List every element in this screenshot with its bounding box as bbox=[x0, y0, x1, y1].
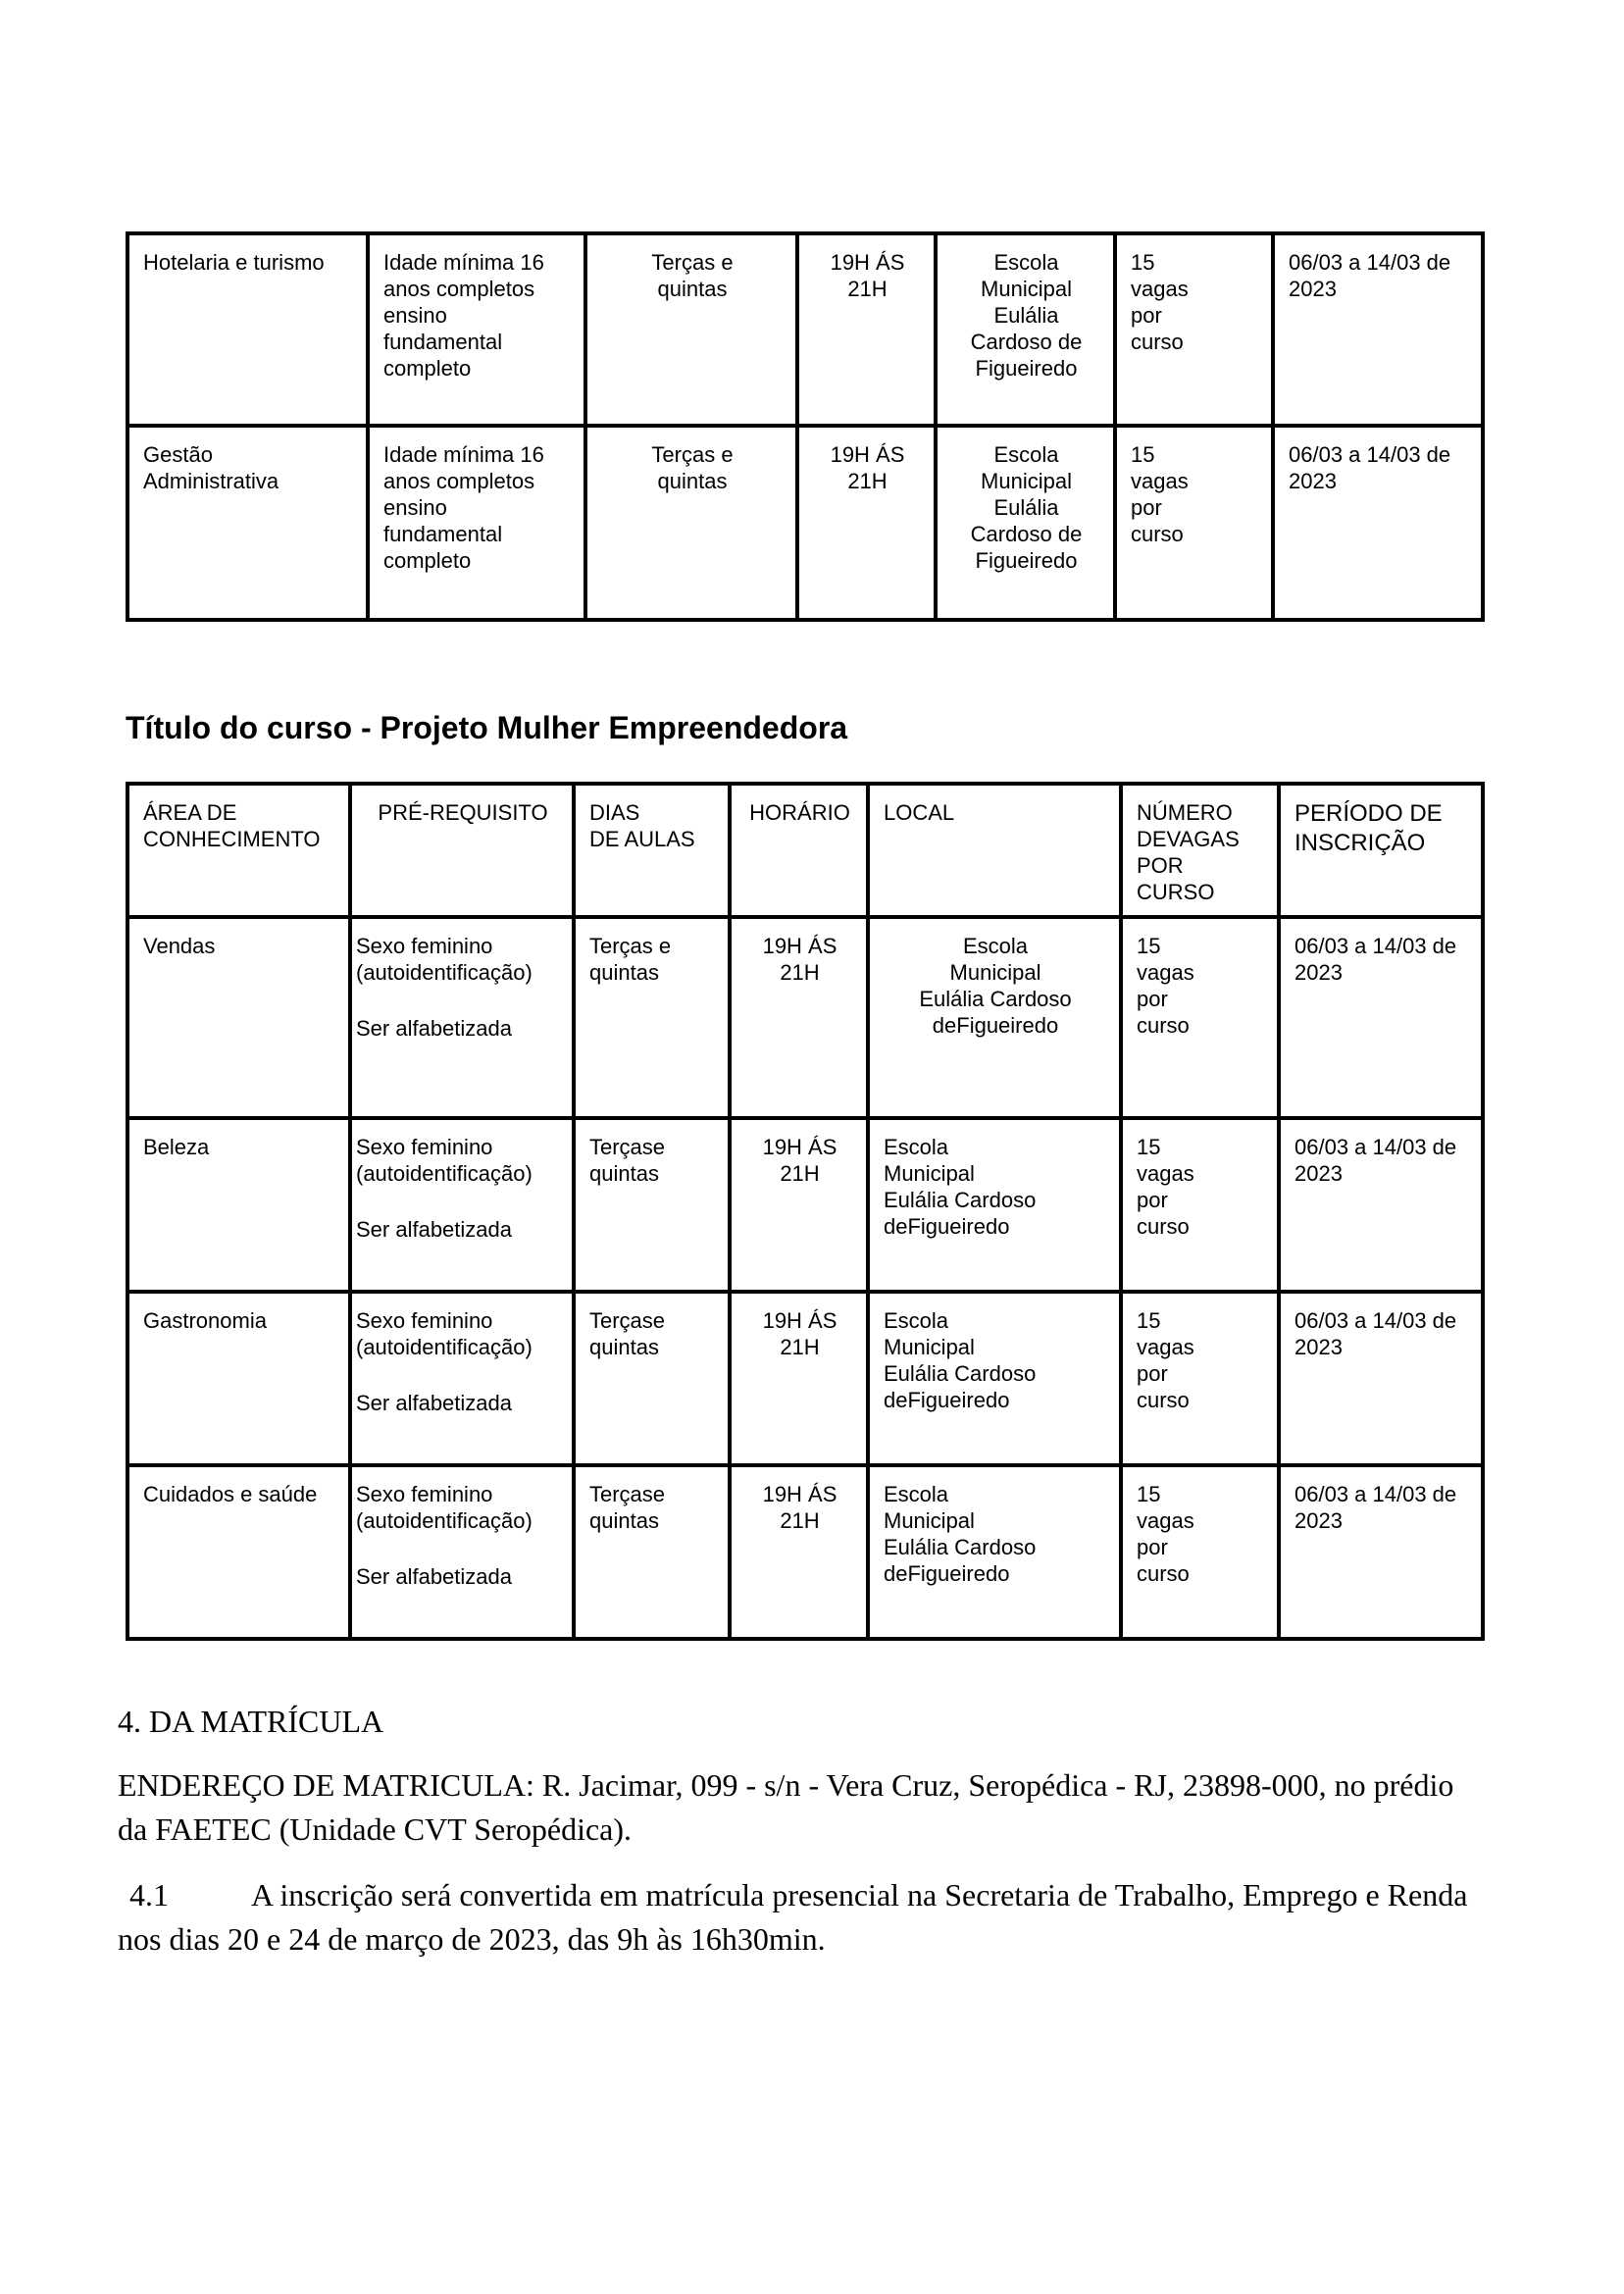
enrollment-item bbox=[118, 1873, 1491, 1962]
enrollment-address: ENDEREÇO DE MATRICULA: R. Jacimar, 099 - s/n - Vera Cruz, Seropédica - RJ, 23898-000, no prédio da FAETEC (Unidade CVT Seropédica). bbox=[118, 1767, 1454, 1847]
prerequisite-literacy: Ser alfabetizada bbox=[356, 1391, 512, 1415]
location-cell: Escola Municipal Eulália Cardoso deFigueiredo bbox=[868, 1118, 1121, 1292]
area-cell: Cuidados e saúde bbox=[127, 1465, 350, 1639]
enrollment-period-cell: 06/03 a 14/03 de 2023 bbox=[1279, 1292, 1483, 1465]
days-cell: Terças e quintas bbox=[585, 233, 797, 426]
enrollment-period-cell: 06/03 a 14/03 de 2023 bbox=[1273, 426, 1483, 620]
enrollment-period-cell: 06/03 a 14/03 de 2023 bbox=[1279, 917, 1483, 1118]
time-cell: 19H ÁS 21H bbox=[730, 1292, 868, 1465]
table-row bbox=[127, 917, 1483, 1118]
prerequisite-gender: Sexo feminino (autoidentificação) bbox=[356, 934, 533, 985]
prerequisite-literacy: Ser alfabetizada bbox=[356, 1564, 512, 1589]
enrollment-period-cell: 06/03 a 14/03 de 2023 bbox=[1273, 233, 1483, 426]
header-enrollment-period: PERÍODO DE INSCRIÇÃO bbox=[1279, 784, 1483, 917]
area-cell: Beleza bbox=[127, 1118, 350, 1292]
enrollment-period-cell: 06/03 a 14/03 de 2023 bbox=[1279, 1118, 1483, 1292]
table-header-row bbox=[127, 784, 1483, 917]
vacancies-cell: 15 vagas por curso bbox=[1115, 426, 1273, 620]
prerequisite-cell bbox=[350, 1465, 574, 1639]
prerequisite-cell bbox=[350, 917, 574, 1118]
days-cell: Terçase quintas bbox=[574, 1292, 730, 1465]
location-cell: Escola Municipal Eulália Cardoso deFigueiredo bbox=[868, 1465, 1121, 1639]
vacancies-cell: 15 vagas por curso bbox=[1115, 233, 1273, 426]
vacancies-cell: 15 vagas por curso bbox=[1121, 917, 1279, 1118]
location-cell: Escola Municipal Eulália Cardoso deFigueiredo bbox=[868, 1292, 1121, 1465]
area-cell: Vendas bbox=[127, 917, 350, 1118]
time-cell: 19H ÁS 21H bbox=[730, 1118, 868, 1292]
vacancies-cell: 15 vagas por curso bbox=[1121, 1118, 1279, 1292]
table-row bbox=[127, 1118, 1483, 1292]
prerequisite-gender: Sexo feminino (autoidentificação) bbox=[356, 1135, 533, 1186]
location-cell: Escola Municipal Eulália Cardoso de Figueiredo bbox=[936, 426, 1115, 620]
table-row bbox=[127, 233, 1483, 426]
location-cell: Escola Municipal Eulália Cardoso de Figueiredo bbox=[936, 233, 1115, 426]
days-cell: Terçase quintas bbox=[574, 1465, 730, 1639]
section-heading: 4. DA MATRÍCULA bbox=[118, 1704, 384, 1739]
prerequisite-literacy: Ser alfabetizada bbox=[356, 1016, 512, 1041]
header-location: LOCAL bbox=[868, 784, 1121, 917]
enrollment-period-cell: 06/03 a 14/03 de 2023 bbox=[1279, 1465, 1483, 1639]
table-row bbox=[127, 1292, 1483, 1465]
time-cell: 19H ÁS 21H bbox=[797, 426, 936, 620]
item-number: 4.1 bbox=[129, 1877, 169, 1912]
prerequisite-gender: Sexo feminino (autoidentificação) bbox=[356, 1308, 533, 1359]
header-time: HORÁRIO bbox=[730, 784, 868, 917]
prerequisite-cell bbox=[350, 1292, 574, 1465]
location-cell: Escola Municipal Eulália Cardoso deFigueiredo bbox=[868, 917, 1121, 1118]
days-cell: Terças e quintas bbox=[574, 917, 730, 1118]
area-cell: Gestão Administrativa bbox=[127, 426, 368, 620]
days-cell: Terçase quintas bbox=[574, 1118, 730, 1292]
area-cell: Hotelaria e turismo bbox=[127, 233, 368, 426]
vacancies-cell: 15 vagas por curso bbox=[1121, 1292, 1279, 1465]
table-row bbox=[127, 1465, 1483, 1639]
header-prerequisite: PRÉ-REQUISITO bbox=[350, 784, 574, 917]
prerequisite-literacy: Ser alfabetizada bbox=[356, 1217, 512, 1242]
time-cell: 19H ÁS 21H bbox=[730, 1465, 868, 1639]
prerequisite-cell bbox=[350, 1118, 574, 1292]
course-title: Título do curso - Projeto Mulher Empreendedora bbox=[126, 710, 848, 745]
course-table-continued bbox=[126, 231, 1485, 622]
time-cell: 19H ÁS 21H bbox=[797, 233, 936, 426]
area-cell: Gastronomia bbox=[127, 1292, 350, 1465]
header-vacancies: NÚMERO DEVAGAS POR CURSO bbox=[1121, 784, 1279, 917]
vacancies-cell: 15 vagas por curso bbox=[1121, 1465, 1279, 1639]
prerequisite-cell: Idade mínima 16 anos completos ensino fundamental completo bbox=[368, 426, 585, 620]
prerequisite-cell: Idade mínima 16 anos completos ensino fundamental completo bbox=[368, 233, 585, 426]
days-cell: Terças e quintas bbox=[585, 426, 797, 620]
course-table-mulher-empreendedora bbox=[126, 782, 1485, 1641]
table-row bbox=[127, 426, 1483, 620]
header-days: DIAS DE AULAS bbox=[574, 784, 730, 917]
item-text: A inscrição será convertida em matrícula presencial na Secretaria de Trabalho, Emprego e Renda nos dias 20 e 24 de março de 2023, das 9h às 16h30min. bbox=[118, 1877, 1468, 1957]
time-cell: 19H ÁS 21H bbox=[730, 917, 868, 1118]
header-area: ÁREA DE CONHECIMENTO bbox=[127, 784, 350, 917]
prerequisite-gender: Sexo feminino (autoidentificação) bbox=[356, 1482, 533, 1533]
